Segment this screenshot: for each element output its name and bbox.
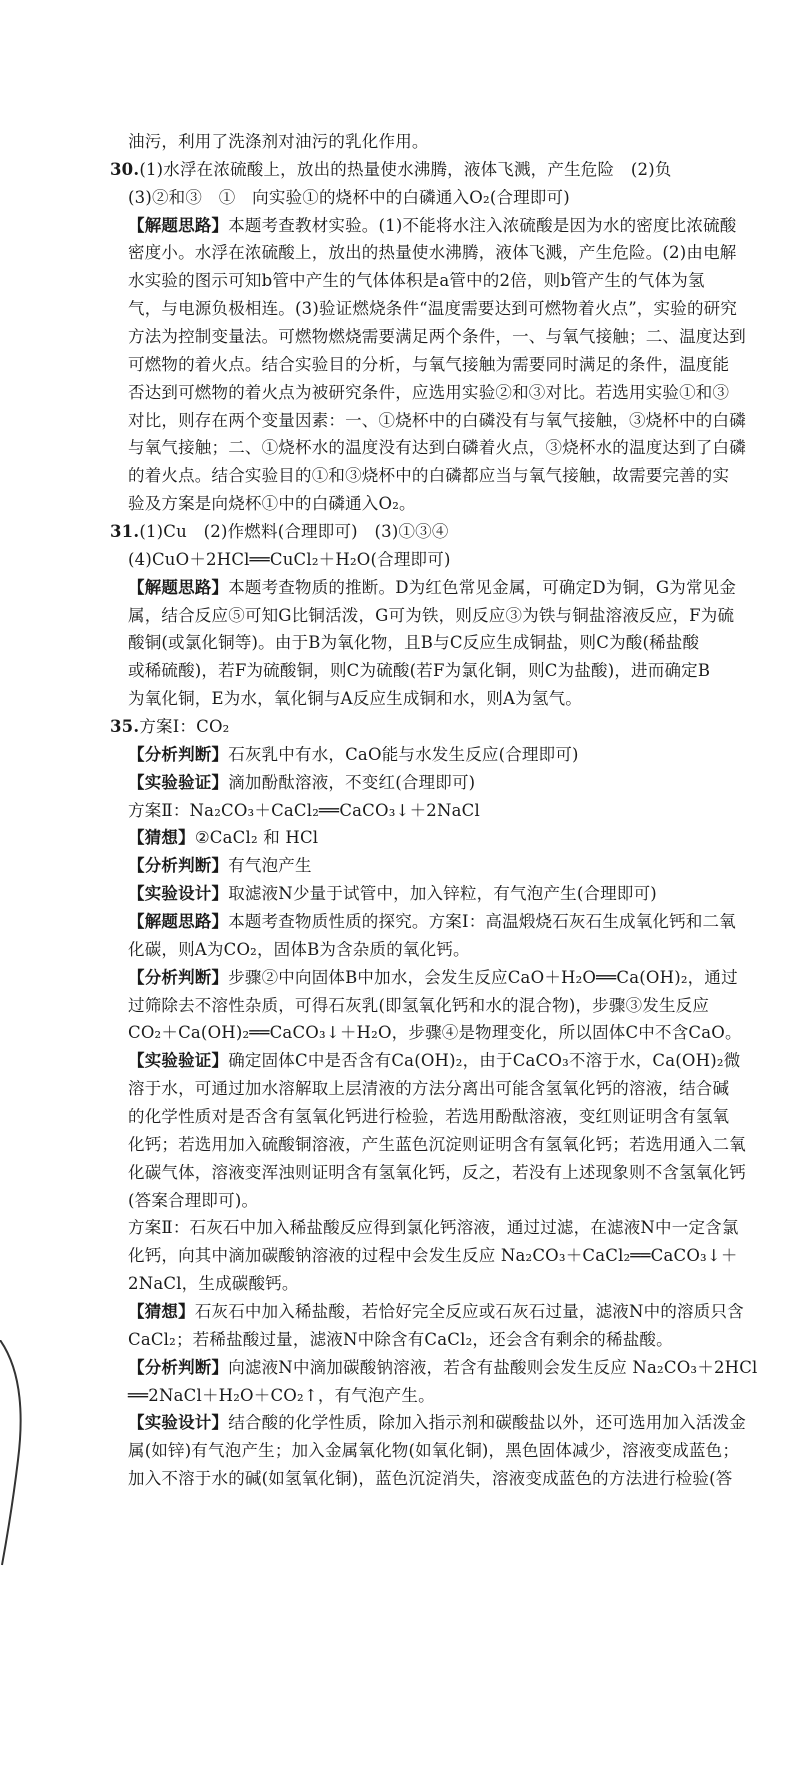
text-line: 属(如锌)有气泡产生；加入金属氧化物(如氧化铜)，黑色固体减少，溶液变成蓝色； (128, 1441, 740, 1460)
text-line: 【解题思路】本题考查物质性质的探究。方案Ⅰ：高温煅烧石灰石生成氧化钙和二氧 (128, 912, 736, 931)
text-line: 【实验设计】取滤液N少量于试管中，加入锌粒，有气泡产生(合理即可) (128, 884, 657, 903)
text-line: 化钙；若选用加入硫酸铜溶液，产生蓝色沉淀则证明含有氢氧化钙；若选用通入二氧 (128, 1135, 746, 1154)
text-line: 的化学性质对是否含有氢氧化钙进行检验，若选用酚酞溶液，变红则证明含有氢氧 (128, 1107, 730, 1126)
tag-label: 【实验验证】 (128, 1051, 229, 1070)
text-line: CaCl₂；若稀盐酸过量，滤液N中除含有CaCl₂，还会含有剩余的稀盐酸。 (128, 1330, 673, 1349)
text-line: 可燃物的着火点。结合实验目的分析，与氧气接触为需要同时满足的条件，温度能 (128, 355, 730, 374)
question-number: 35. (110, 717, 140, 736)
question-30: 30.(1)水浮在浓硫酸上，放出的热量使水沸腾，液体飞溅，产生危险 (2)负 (110, 160, 672, 179)
text-line: 溶于水，可通过加水溶解取上层清液的方法分离出可能含氢氧化钙的溶液，结合碱 (128, 1079, 730, 1098)
text-line: 化钙，向其中滴加碳酸钠溶液的过程中会发生反应 Na₂CO₃＋CaCl₂══CaCO₃↓＋ (128, 1246, 738, 1265)
text-line: 验及方案是向烧杯①中的白磷通入O₂。 (128, 494, 416, 513)
text-line: 【分析判断】向滤液N中滴加碳酸钠溶液，若含有盐酸则会发生反应 Na₂CO₃＋2HCl (128, 1358, 758, 1377)
text-line: 气，与电源负极相连。(3)验证燃烧条件“温度需要达到可燃物着火点”，实验的研究 (128, 299, 738, 318)
tag-label: 【猜想】 (128, 828, 195, 847)
tag-label: 【分析判断】 (128, 1358, 229, 1377)
text-line: 【实验验证】滴加酚酞溶液，不变红(合理即可) (128, 773, 476, 792)
text-line: 【分析判断】步骤②中向固体B中加水，会发生反应CaO＋H₂O══Ca(OH)₂，通过 (128, 968, 738, 987)
text-line: 化碳气体，溶液变浑浊则证明含有氢氧化钙，反之，若没有上述现象则不含氢氧化钙 (128, 1163, 746, 1182)
text-line: 过筛除去不溶性杂质，可得石灰乳(即氢氧化钙和水的混合物)，步骤③发生反应 (128, 996, 710, 1015)
tag-label: 【实验设计】 (128, 1413, 229, 1432)
text-line: 方法为控制变量法。可燃物燃烧需要满足两个条件，一、与氧气接触；二、温度达到 (128, 327, 746, 346)
text-line: 化碳，则A为CO₂，固体B为含杂质的氧化钙。 (128, 940, 470, 959)
text-line: (3)②和③ ① 向实验①的烧杯中的白磷通入O₂(合理即可) (128, 188, 570, 207)
text-line: 【猜想】②CaCl₂ 和 HCl (128, 828, 319, 847)
text-line: CO₂＋Ca(OH)₂══CaCO₃↓＋H₂O，步骤④是物理变化，所以固体C中不含CaO。 (128, 1023, 742, 1042)
text-line: 为氧化铜，E为水，氧化铜与A反应生成铜和水，则A为氢气。 (128, 689, 582, 708)
tag-label: 【实验设计】 (128, 884, 229, 903)
text-line: 2NaCl，生成碳酸钙。 (128, 1274, 299, 1293)
text-line: 方案Ⅱ：石灰石中加入稀盐酸反应得到氯化钙溶液，通过过滤，在滤液N中一定含氯 (128, 1218, 739, 1237)
text-line: (4)CuO＋2HCl══CuCl₂＋H₂O(合理即可) (128, 550, 451, 569)
text-line: (答案合理即可)。 (128, 1191, 259, 1210)
question-31: 31.(1)Cu (2)作燃料(合理即可) (3)①③④ (110, 522, 449, 541)
text-line: 【解题思路】本题考查教材实验。(1)不能将水注入浓硫酸是因为水的密度比浓硫酸 (128, 216, 737, 235)
text-line: 【实验设计】结合酸的化学性质，除加入指示剂和碳酸盐以外，还可选用加入活泼金 (128, 1413, 746, 1432)
question-35: 35.方案Ⅰ：CO₂ (110, 717, 230, 736)
text-line: 与氧气接触；二、①烧杯水的温度没有达到白磷着火点，③烧杯水的温度达到了白磷 (128, 438, 746, 457)
text-line: 【分析判断】石灰乳中有水，CaO能与水发生反应(合理即可) (128, 745, 579, 764)
tag-label: 【解题思路】 (128, 578, 229, 597)
text-line: 油污，利用了洗涤剂对油污的乳化作用。 (128, 132, 429, 151)
tag-label: 【解题思路】 (128, 912, 229, 931)
question-number: 31. (110, 522, 140, 541)
text-line: 【实验验证】确定固体C中是否含有Ca(OH)₂，由于CaCO₃不溶于水，Ca(OH)₂微 (128, 1051, 741, 1070)
tag-label: 【分析判断】 (128, 856, 229, 875)
text-line: 【猜想】石灰石中加入稀盐酸，若恰好完全反应或石灰石过量，滤液N中的溶质只含 (128, 1302, 744, 1321)
text-line: ══2NaCl＋H₂O＋CO₂↑，有气泡产生。 (128, 1386, 435, 1405)
tag-label: 【实验验证】 (128, 773, 229, 792)
text-line: 属，结合反应⑤可知G比铜活泼，G可为铁，则反应③为铁与铜盐溶液反应，F为硫 (128, 606, 735, 625)
text-line: 加入不溶于水的碱(如氢氧化铜)，蓝色沉淀消失，溶液变成蓝色的方法进行检验(答 (128, 1469, 733, 1488)
text-line: 或稀硫酸)，若F为硫酸铜，则C为硫酸(若F为氯化铜，则C为盐酸)，进而确定B (128, 661, 711, 680)
text-line: 的着火点。结合实验目的①和③烧杯中的白磷都应当与氧气接触，故需要完善的实 (128, 466, 730, 485)
tag-label: 【分析判断】 (128, 968, 229, 987)
text-line: 方案Ⅱ：Na₂CO₃＋CaCl₂══CaCO₃↓＋2NaCl (128, 801, 480, 820)
tag-label: 【猜想】 (128, 1302, 195, 1321)
text-line: 对比，则存在两个变量因素：一、①烧杯中的白磷没有与氧气接触，③烧杯中的白磷 (128, 411, 746, 430)
text-line: 【分析判断】有气泡产生 (128, 856, 312, 875)
text-line: 【解题思路】本题考查物质的推断。D为红色常见金属，可确定D为铜，G为常见金 (128, 578, 737, 597)
text-line: 酸铜(或氯化铜等)。由于B为氧化物，且B与C反应生成铜盐，则C为酸(稀盐酸 (128, 633, 700, 652)
tag-label: 【分析判断】 (128, 745, 229, 764)
binding-curve-decoration (0, 1340, 40, 1570)
question-number: 30. (110, 160, 140, 179)
tag-label: 【解题思路】 (128, 216, 229, 235)
text-line: 水实验的图示可知b管中产生的气体体积是a管中的2倍，则b管产生的气体为氢 (128, 271, 705, 290)
text-line: 密度小。水浮在浓硫酸上，放出的热量使水沸腾，液体飞溅，产生危险。(2)由电解 (128, 243, 737, 262)
text-line: 否达到可燃物的着火点为被研究条件，应选用实验②和③对比。若选用实验①和③ (128, 383, 730, 402)
